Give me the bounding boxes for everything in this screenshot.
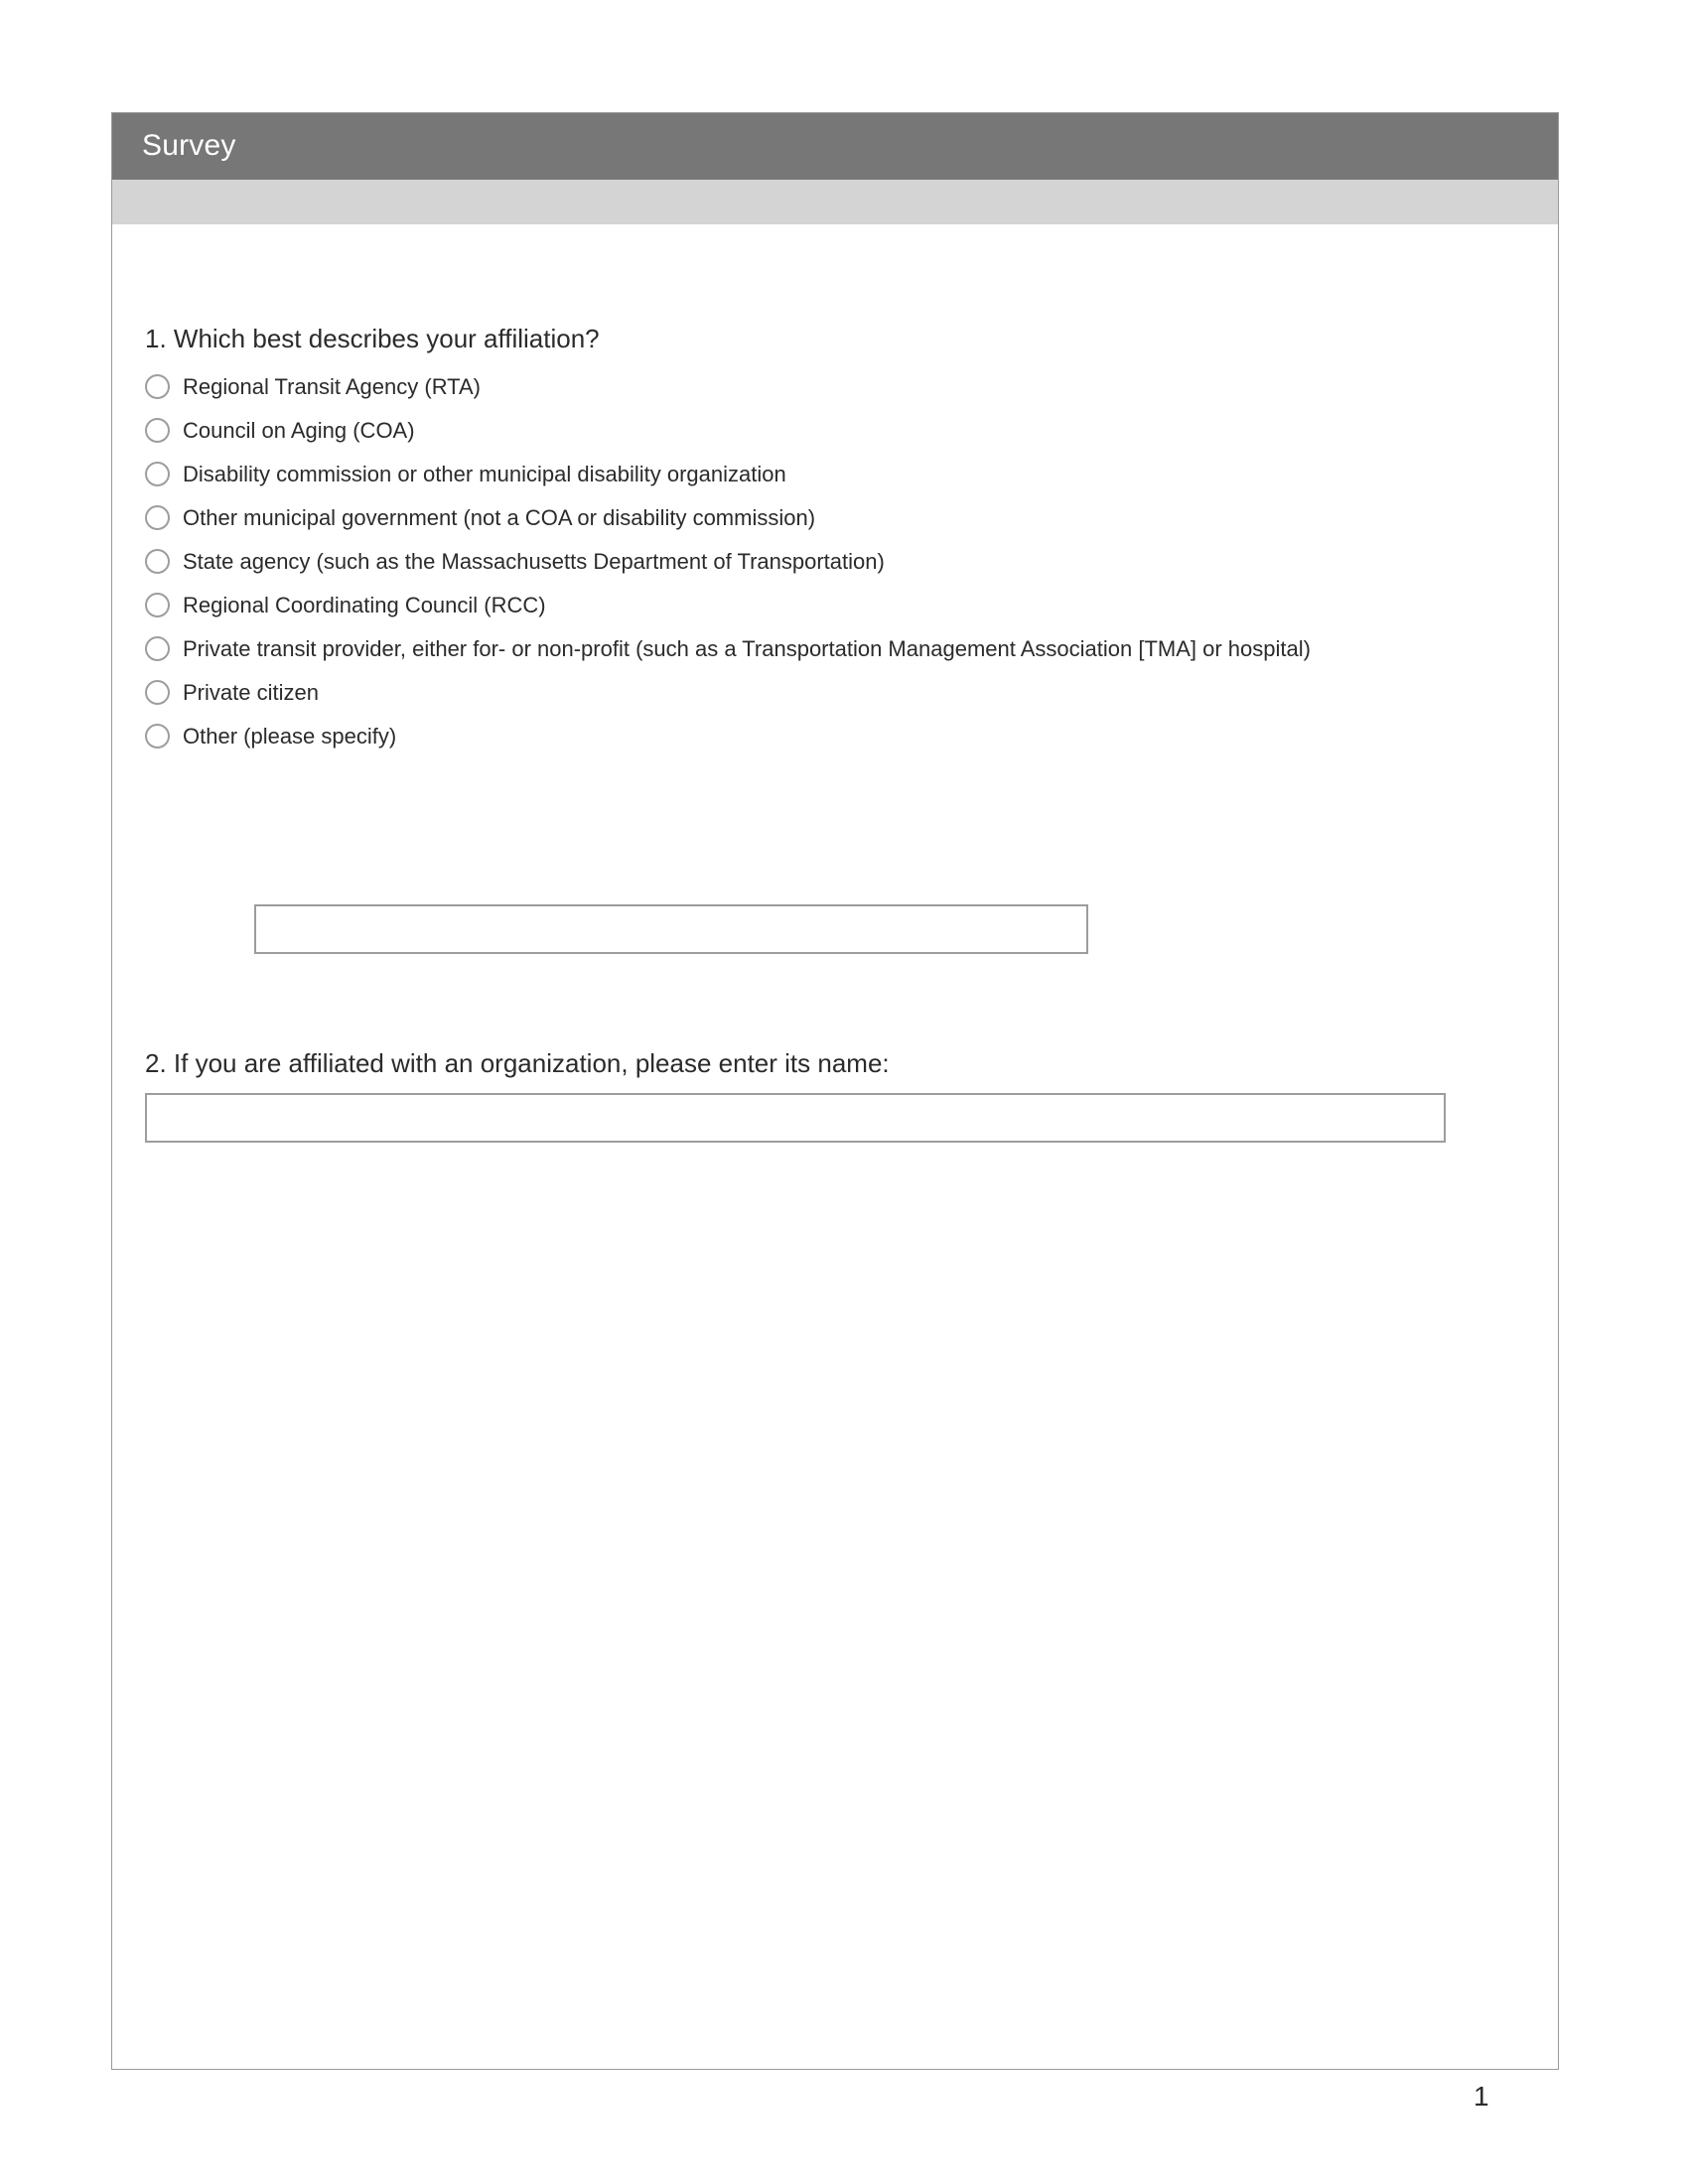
radio-icon[interactable]: [145, 549, 170, 574]
question-1-options: [112, 370, 1558, 763]
page-title: Survey: [142, 129, 236, 162]
option-row-other-municipal-government[interactable]: [112, 501, 1558, 545]
option-label: Private transit provider, either for- or non-profit (such as a Transportation Management Association [TMA] or hospital): [183, 636, 1311, 661]
survey-subheader-bar: [112, 180, 1558, 224]
survey-title-bar: [112, 113, 1558, 180]
radio-icon[interactable]: [145, 636, 170, 661]
radio-icon[interactable]: [145, 724, 170, 749]
radio-icon[interactable]: [145, 374, 170, 399]
question-1-title: 1. Which best describes your affiliation?: [145, 324, 600, 353]
organization-name-input[interactable]: [145, 1093, 1446, 1143]
option-row-regional-transit-agency[interactable]: [112, 370, 1558, 414]
option-row-council-on-aging[interactable]: [112, 414, 1558, 458]
option-row-state-agency[interactable]: [112, 545, 1558, 589]
option-label: Regional Transit Agency (RTA): [183, 374, 481, 399]
other-specify-input[interactable]: [254, 904, 1088, 954]
option-row-disability-commission[interactable]: [112, 458, 1558, 501]
radio-icon[interactable]: [145, 418, 170, 443]
option-label: Private citizen: [183, 680, 319, 705]
option-label: Council on Aging (COA): [183, 418, 415, 443]
radio-icon[interactable]: [145, 680, 170, 705]
question-2-title: 2. If you are affiliated with an organization, please enter its name:: [145, 1048, 890, 1078]
option-row-regional-coordinating-council[interactable]: [112, 589, 1558, 632]
option-row-other-please-specify[interactable]: [112, 720, 1558, 763]
option-label: Disability commission or other municipal disability organization: [183, 462, 786, 486]
radio-icon[interactable]: [145, 462, 170, 486]
page-number: 1: [1474, 2081, 1489, 2112]
option-row-private-transit-provider[interactable]: [112, 632, 1558, 676]
radio-icon[interactable]: [145, 593, 170, 617]
survey-page: [111, 112, 1559, 2070]
option-label: State agency (such as the Massachusetts Department of Transportation): [183, 549, 885, 574]
option-label: Other municipal government (not a COA or disability commission): [183, 505, 816, 530]
option-label: Regional Coordinating Council (RCC): [183, 593, 546, 617]
option-label: Other (please specify): [183, 724, 397, 749]
radio-icon[interactable]: [145, 505, 170, 530]
option-row-private-citizen[interactable]: [112, 676, 1558, 720]
